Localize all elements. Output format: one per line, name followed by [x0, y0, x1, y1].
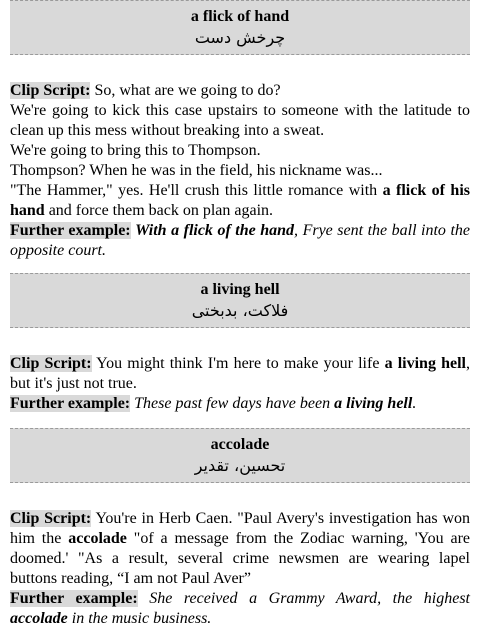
example-text: . — [412, 395, 417, 412]
example-highlight: accolade — [10, 610, 68, 627]
entry-word: a living hell — [200, 281, 280, 298]
entry-header — [10, 0, 470, 55]
entry-translation: چرخش دست — [194, 28, 286, 47]
entry-body — [10, 354, 470, 414]
script-text: You might think I'm here to make your life — [91, 355, 385, 372]
example-text: in the music business. — [67, 610, 212, 627]
entry-header — [10, 273, 470, 328]
script-highlight: accolade — [68, 530, 127, 547]
vocabulary-page — [10, 0, 470, 629]
script-text: You're in Herb Caen. "Paul Avery's investigation has won him the — [10, 510, 470, 547]
further-example-label: Further example: — [10, 395, 131, 412]
entry-translation: تحسین، تقدیر — [194, 456, 286, 475]
clip-script-label: Clip Script: — [10, 82, 91, 99]
script-line: So, what are we going to do? — [90, 82, 281, 99]
script-text: "of a message from the Zodiac warning, 'You are doomed.' "As a result, several crime newsmen are wearing lapel buttons reading, “I am not Paul Aver” — [10, 530, 471, 587]
example-text: These past few days have been — [130, 395, 335, 412]
script-line: We're going to bring this to Thompson. — [10, 142, 261, 159]
example-text: She received a Grammy Award, the highest — [137, 590, 470, 607]
script-line: We're going to kick this case upstairs to someone with the latitude to clean up this mess without breaking into a sweat. — [10, 102, 470, 139]
further-example-label: Further example: — [10, 590, 138, 607]
entry-header — [10, 428, 470, 483]
script-line: Thompson? When he was in the field, his nickname was... — [10, 162, 383, 179]
example-text: , Frye sent the ball into the opposite court. — [10, 222, 470, 259]
entry-body — [10, 81, 470, 261]
script-highlight: a flick of his hand — [10, 182, 471, 219]
entry-word: accolade — [210, 436, 270, 453]
example-highlight: a living hell — [334, 395, 413, 412]
entry-body — [10, 509, 470, 629]
clip-script-label: Clip Script: — [10, 355, 92, 372]
script-line: and force them back on plan again. — [44, 202, 274, 219]
script-line: "The Hammer," yes. He'll crush this little romance with — [10, 182, 383, 199]
script-text: , but it's just not true. — [10, 355, 470, 392]
clip-script-label: Clip Script: — [10, 510, 92, 527]
further-example-label: Further example: — [10, 222, 131, 239]
entry-translation: فلاکت، بدبختی — [191, 301, 289, 320]
script-highlight: a living hell — [384, 355, 466, 372]
example-highlight: With a flick of the hand — [135, 222, 295, 239]
entry-word: a flick of hand — [190, 8, 290, 25]
